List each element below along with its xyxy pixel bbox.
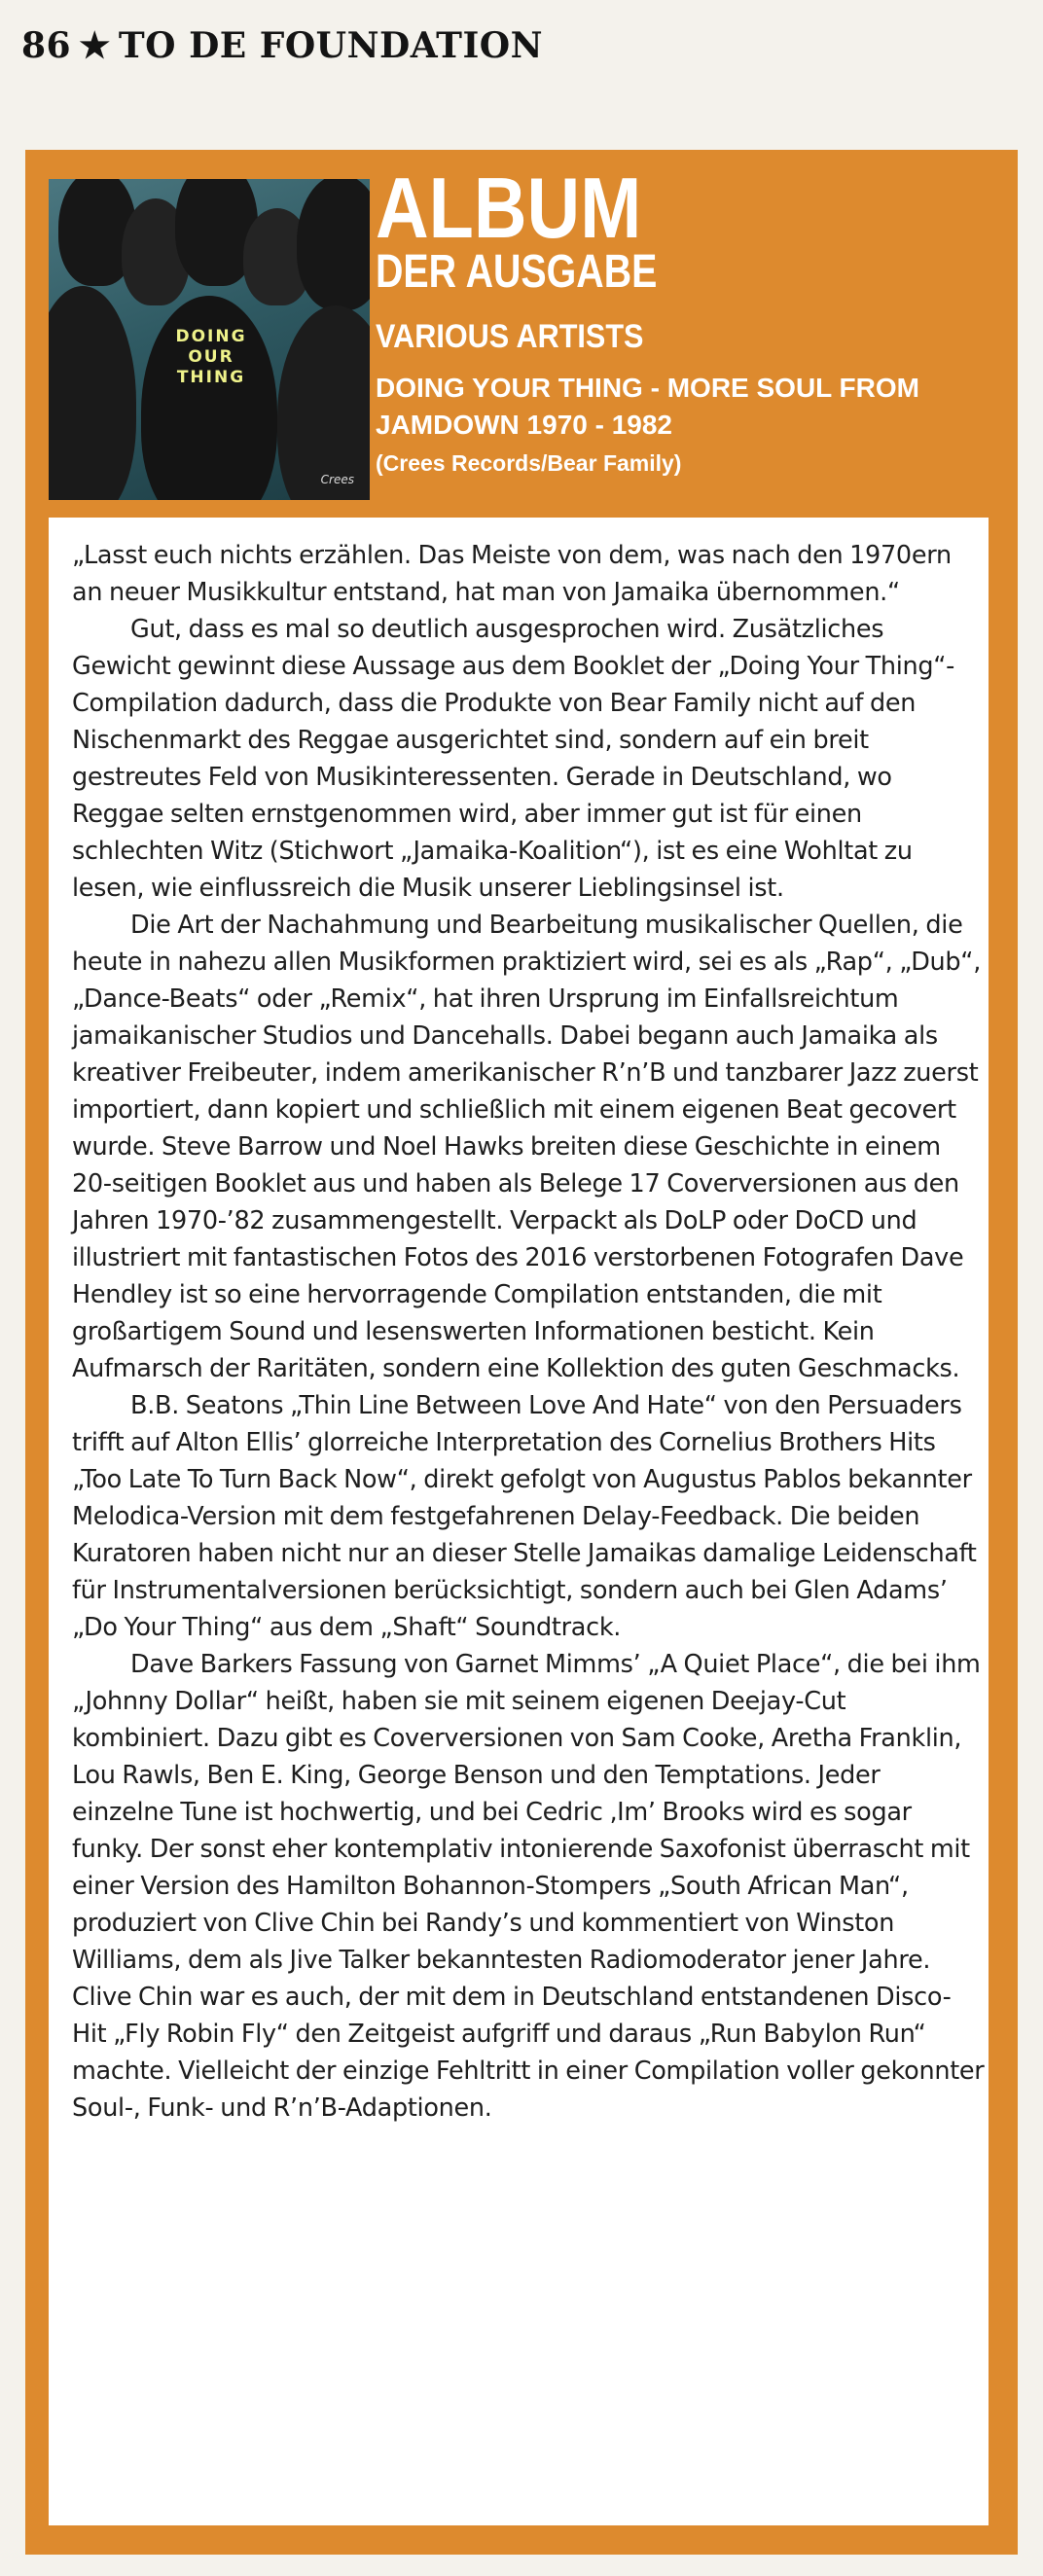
page-header: [21, 25, 543, 66]
article-panel: [49, 518, 989, 2525]
article-paragraph: Gut, dass es mal so deutlich ausgesprochen wird. Zusätzliches Gewicht gewinnt diese Aussage aus dem Booklet der „Doing Your Thing“-Compilation dadurch, dass die Produkte von Bear Family nicht auf den Nischenmarkt des Reggae ausgerichtet sind, sondern auf ein breit gestreutes Feld von Musikinteressenten. Gerade in Deutschland, wo Reggae selten ernstgenommen wird, aber immer gut ist für einen schlechten Witz (Stichwort „Jamaika-Koalition“), ist es eine Wohltat zu lesen, wie einflussreich die Musik unserer Lieblingsinsel ist.: [72, 615, 955, 903]
page-number: 86: [21, 25, 72, 66]
cover-label-mark: Crees: [320, 473, 354, 486]
cover-title: DOING OUR THING: [175, 327, 247, 387]
album-label: (Crees Records/Bear Family): [376, 450, 682, 476]
section-title: TO DE FOUNDATION: [118, 25, 544, 66]
album-heading: ALBUM: [376, 160, 642, 256]
album-subheading: DER AUSGABE: [376, 246, 658, 298]
cover-figure: [297, 179, 370, 310]
article-paragraph: Dave Barkers Fassung von Garnet Mimms’ „A Quiet Place“, die bei ihm „Johnny Dollar“ heißt, haben sie mit seinem eigenen Deejay-Cut kombiniert. Dazu gibt es Coverversionen von Sam Cooke, Aretha Franklin, Lou Rawls, Ben E. King, George Benson und den Temptations. Jeder einzelne Tune ist hochwertig, und bei Cedric ‚Im’ Brooks wird es sogar funky. Der sonst eher kontemplativ intonierende Saxofonist überrascht mit einer Version des Hamilton Bohannon-Stompers „South African Man“, produziert von Clive Chin bei Randy’s und kommentiert von Winston Williams, dem als Jive Talker bekanntesten Radiomoderator jener Jahre. Clive Chin war es auch, der mit dem in Deutschland entstandenen Disco-Hit „Fly Robin Fly“ den Zeitgeist aufgriff und daraus „Run Babylon Run“ machte. Vielleicht der einzige Fehltritt in einer Compilation voller gekonnter Soul-, Funk- und R’n’B-Adaptionen.: [72, 1650, 985, 2123]
article-body: [72, 537, 985, 2127]
article-paragraph: B.B. Seatons „Thin Line Between Love And Hate“ von den Persuaders trifft auf Alton Ellis’ glorreiche Interpretation des Cornelius Brothers Hits „Too Late To Turn Back Now“, direkt gefolgt von Augustus Pablos bekannter Melodica-Version mit dem festgefahrenen Delay-Feedback. Die beiden Kuratoren haben nicht nur an dieser Stelle Jamaikas damalige Leidenschaft für Instrumentalversionen berücksichtigt, sondern auch bei Glen Adams’ „Do Your Thing“ aus dem „Shaft“ Soundtrack.: [72, 1391, 977, 1642]
star-icon: ★: [79, 25, 111, 66]
album-cover-image: [49, 179, 370, 500]
article-paragraph: „Lasst euch nichts erzählen. Das Meiste von dem, was nach den 1970ern an neuer Musikkultur entstand, hat man von Jamaika übernommen.“: [72, 541, 952, 607]
album-release-title: DOING YOUR THING - MORE SOUL FROM JAMDOWN 1970 - 1982: [376, 373, 919, 440]
cover-figure: [277, 305, 370, 500]
album-of-the-issue-box: [25, 150, 1018, 2555]
cover-figure: [49, 286, 136, 500]
album-artists: VARIOUS ARTISTS: [376, 318, 644, 355]
article-paragraph: Die Art der Nachahmung und Bearbeitung musikalischer Quellen, die heute in nahezu allen Musikformen praktiziert wird, sei es als „Rap“, „Dub“, „Dance-Beats“ oder „Remix“, hat ihren Ursprung im Einfallsreichtum jamaikanischer Studios und Dancehalls. Dabei begann auch Jamaika als kreativer Freibeuter, indem amerikanischer R’n’B und tanzbarer Jazz zuerst importiert, dann kopiert und schließlich mit einem eigenen Beat gecovert wurde. Steve Barrow und Noel Hawks breiten diese Geschichte in einem 20-seitigen Booklet aus und haben als Belege 17 Coverversionen aus den Jahren 1970-’82 zusammengestellt. Verpackt als DoLP oder DoCD und illustriert mit fantastischen Fotos des 2016 verstorbenen Fotografen Dave Hendley ist so eine hervorragende Compilation entstanden, die mit großartigem Sound und lesenswerten Informationen besticht. Kein Aufmarsch der Raritäten, sondern eine Kollektion des guten Geschmacks.: [72, 911, 982, 1383]
